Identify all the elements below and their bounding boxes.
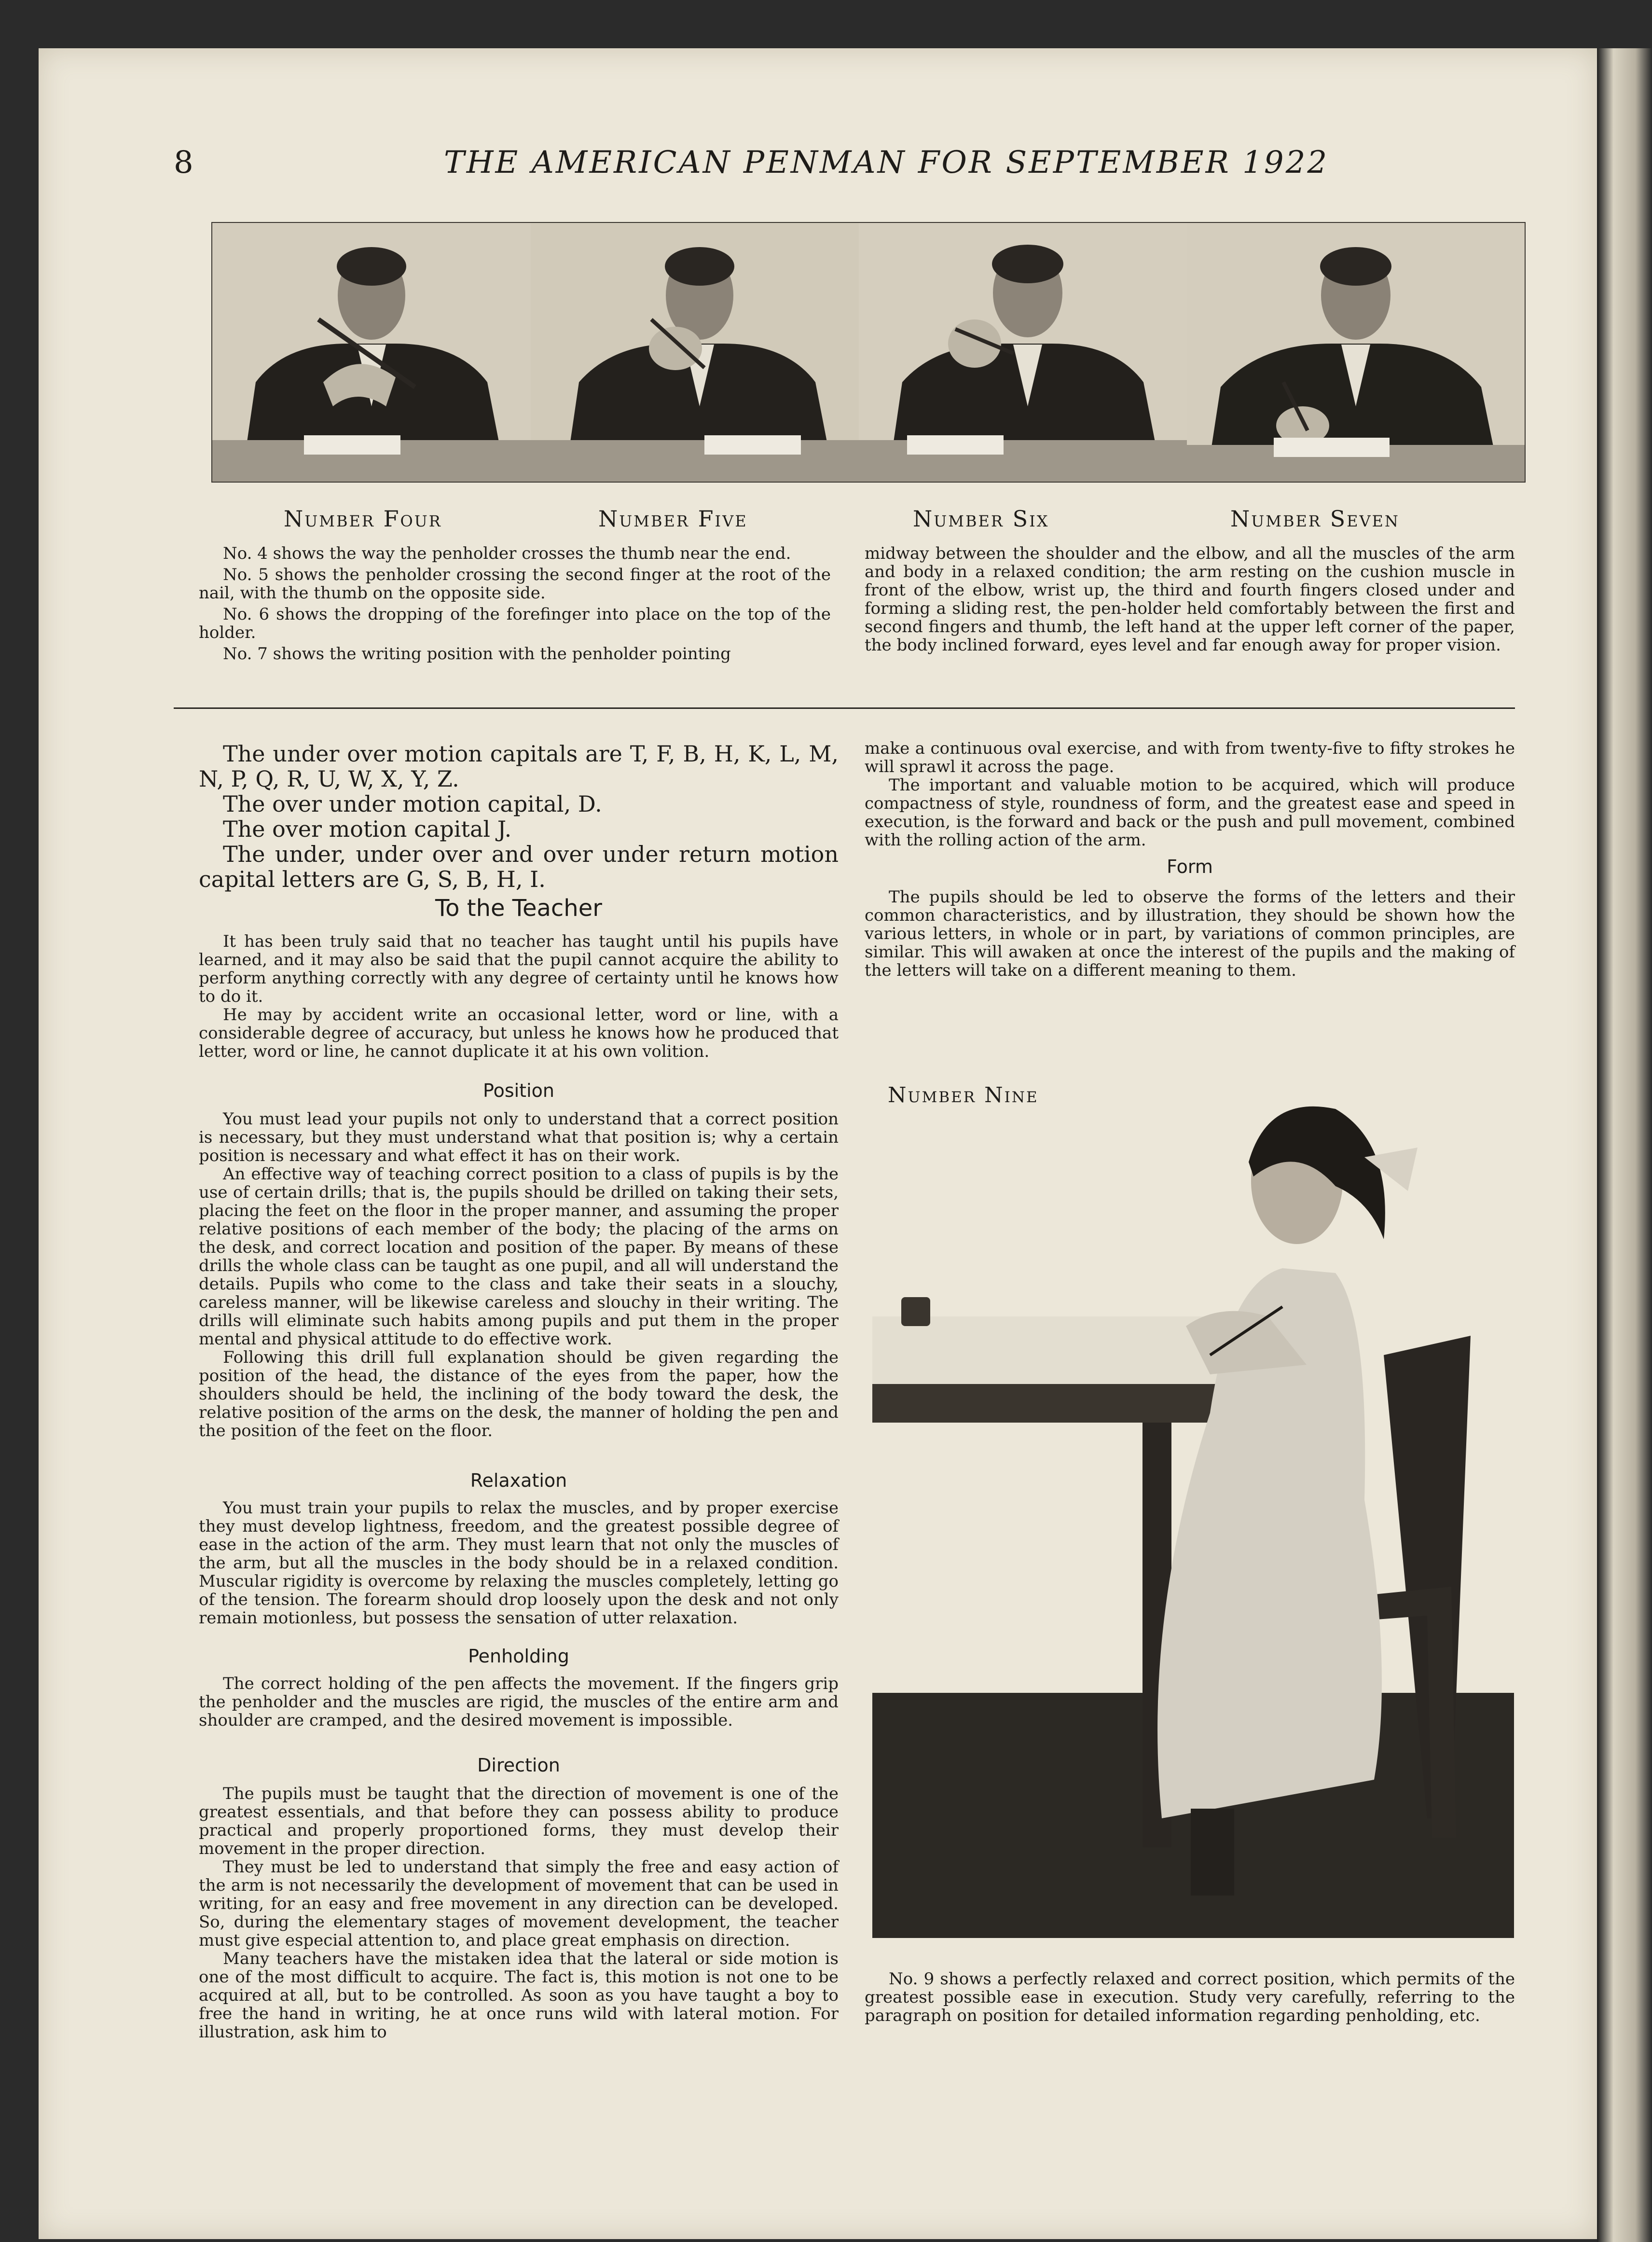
photo-notes-right: [865, 544, 1515, 654]
note-five: No. 5 shows the penholder crossing the second finger at the root of the nail, with the thumb on the opposite side.: [199, 565, 831, 603]
figure-nine-text: No. 9 shows a perfectly relaxed and correct position, which permits of the greatest possible ease in execution. Study very carefully, referring to the paragraph on position for detailed information regarding penholding, etc.: [865, 1969, 1515, 2025]
position-para-1: You must lead your pupils not only to understand that a correct position is necessary, but they must understand what that position is; why a certain position is necessary and what effect it has on their work.: [199, 1109, 839, 1165]
penholding-photo-strip: [211, 222, 1526, 483]
teacher-para-1: It has been truly said that no teacher has taught until his pupils have learned, and it may also be said that the pupil cannot acquire the ability to perform anything correctly with any degree of certainty until he knows how to do it.: [199, 932, 839, 1006]
form-section: [865, 888, 1515, 980]
motion-line-4: The under, under over and over under return motion capital letters are G, S, B, H, I.: [199, 841, 839, 892]
heading-relaxation: Relaxation: [470, 1470, 567, 1491]
page-edge: [1597, 48, 1652, 2242]
heading-position: Position: [483, 1080, 554, 1101]
heading-to-the-teacher: To the Teacher: [435, 895, 602, 922]
caption-number-seven: Number Seven: [1230, 506, 1400, 532]
photo-number-five: [531, 223, 859, 482]
penholding-para-1: The correct holding of the pen affects the movement. If the fingers grip the penholder and the muscles are rigid, the muscles of the entire arm and shoulder are cramped, and the desired movement is impossible.: [199, 1674, 839, 1730]
caption-number-six: Number Six: [913, 506, 1049, 532]
caption-number-four: Number Four: [284, 506, 442, 532]
page-number: 8: [174, 145, 195, 180]
penholding-section: [199, 1675, 839, 1730]
caption-number-nine: Number Nine: [888, 1083, 1039, 1107]
motion-line-1: The under over motion capitals are T, F, B, H, K, L, M, N, P, Q, R, U, W, X, Y, Z.: [199, 741, 839, 792]
note-seven-continued: midway between the shoulder and the elbow, and all the muscles of the arm and body in a relaxed condition; the arm resting on the cushion muscle in front of the elbow, wrist up, the third and fourth fingers closed under and forming a sliding rest, the pen-holder held comfortably between the first and second fingers and thumb, the left hand at the upper left corner of the paper, the body inclined forward, eyes level and far enough away for proper vision.: [865, 544, 1515, 655]
push-pull-para: The important and valuable motion to be acquired, which will produce compactness of style, roundness of form, and the greatest ease and speed in execution, is the forward and back or the push and pull movement, combined with the rolling action of the arm.: [865, 775, 1515, 850]
motion-capitals: [199, 741, 839, 892]
photo-notes-left: [199, 544, 831, 663]
oval-exercise-para: make a continuous oval exercise, and with from twenty-five to fifty strokes he will sprawl it across the page.: [865, 739, 1515, 776]
teacher-para-2: He may by accident write an occasional letter, word or line, with a considerable degree of accuracy, but unless he knows how he produced that letter, word or line, he cannot duplicate it at his own volition.: [199, 1005, 839, 1061]
heading-form: Form: [1167, 856, 1213, 877]
section-divider: [174, 707, 1515, 709]
teacher-section: [199, 932, 839, 1061]
right-column-text: [865, 739, 1515, 849]
photo-number-four: [212, 223, 531, 482]
figure-nine-description: [865, 1970, 1515, 2025]
photo-number-six: [859, 223, 1187, 482]
photo-number-seven: [1187, 223, 1525, 482]
note-six: No. 6 shows the dropping of the forefinger into place on the top of the holder.: [199, 605, 831, 642]
heading-direction: Direction: [477, 1755, 560, 1776]
relaxation-section: [199, 1499, 839, 1627]
note-seven: No. 7 shows the writing position with the penholder pointing: [223, 644, 731, 664]
note-four: No. 4 shows the way the penholder crosses the thumb near the end.: [223, 544, 791, 563]
caption-number-five: Number Five: [598, 506, 748, 532]
direction-para-3: Many teachers have the mistaken idea that the lateral or side motion is one of the most difficult to acquire. The fact is, this motion is not one to be acquired at all, but to be controlled. As soon as you have taught a boy to free the hand in writing, he at once runs wild with lateral motion. For illustration, ask him to: [199, 1949, 839, 2042]
heading-penholding: Penholding: [468, 1646, 569, 1667]
form-para: The pupils should be led to observe the forms of the letters and their common characteristics, and by illustration, they should be shown how the various letters, in whole or in part, by variations of common principles, are similar. This will awaken at once the interest of the pupils and the making of the letters will take on a different meaning to them.: [865, 887, 1515, 980]
direction-para-1: The pupils must be taught that the direction of movement is one of the greatest essentials, and that before they can possess ability to produce practical and properly proportioned forms, they must develop their movement in the proper direction.: [199, 1784, 839, 1858]
motion-line-3: The over motion capital J.: [223, 816, 512, 842]
relaxation-para-1: You must train your pupils to relax the muscles, and by proper exercise they must develop lightness, freedom, and the greatest possible degree of ease in the action of the arm. They must learn that not only the muscles of the arm, but all the muscles in the body should be in a relaxed condition. Muscular rigidity is overcome by relaxing the muscles completely, letting go of the tension. The forearm should drop loosely upon the desk and not only remain motionless, but possess the sensation of utter relaxation.: [199, 1498, 839, 1628]
direction-section: [199, 1785, 839, 2041]
direction-para-2: They must be led to understand that simply the free and easy action of the arm is not necessarily the development of movement that can be used in writing, for an easy and free movement in any direction can be developed. So, during the elementary stages of movement development, the teacher must give especial attention to, and place great emphasis on direction.: [199, 1857, 839, 1950]
publication-title: THE AMERICAN PENMAN FOR SEPTEMBER 1922: [444, 145, 1329, 180]
position-para-2: An effective way of teaching correct position to a class of pupils is by the use of certain drills; that is, the pupils should be drilled on taking their sets, placing the feet on the floor in the proper manner, and assuming the proper relative positions of each member of the body; the placing of the arms on the desk, and correct location and position of the paper. By means of these drills the whole class can be taught as one pupil, and all will understand the details. Pupils who come to the class and take their seats in a slouchy, careless manner, will be likewise careless and slouchy in their writing. The drills will eliminate such habits among pupils and put them in the proper mental and physical attitude to do effective work.: [199, 1164, 839, 1349]
motion-line-2: The over under motion capital, D.: [223, 791, 602, 817]
position-section: [199, 1110, 839, 1440]
position-para-3: Following this drill full explanation should be given regarding the position of the head, the distance of the eyes from the paper, how the shoulders should be held, the inclining of the body toward the desk, the relative position of the arms on the desk, the manner of holding the pen and the position of the feet on the floor.: [199, 1348, 839, 1440]
photo-number-nine: [872, 1066, 1514, 1938]
